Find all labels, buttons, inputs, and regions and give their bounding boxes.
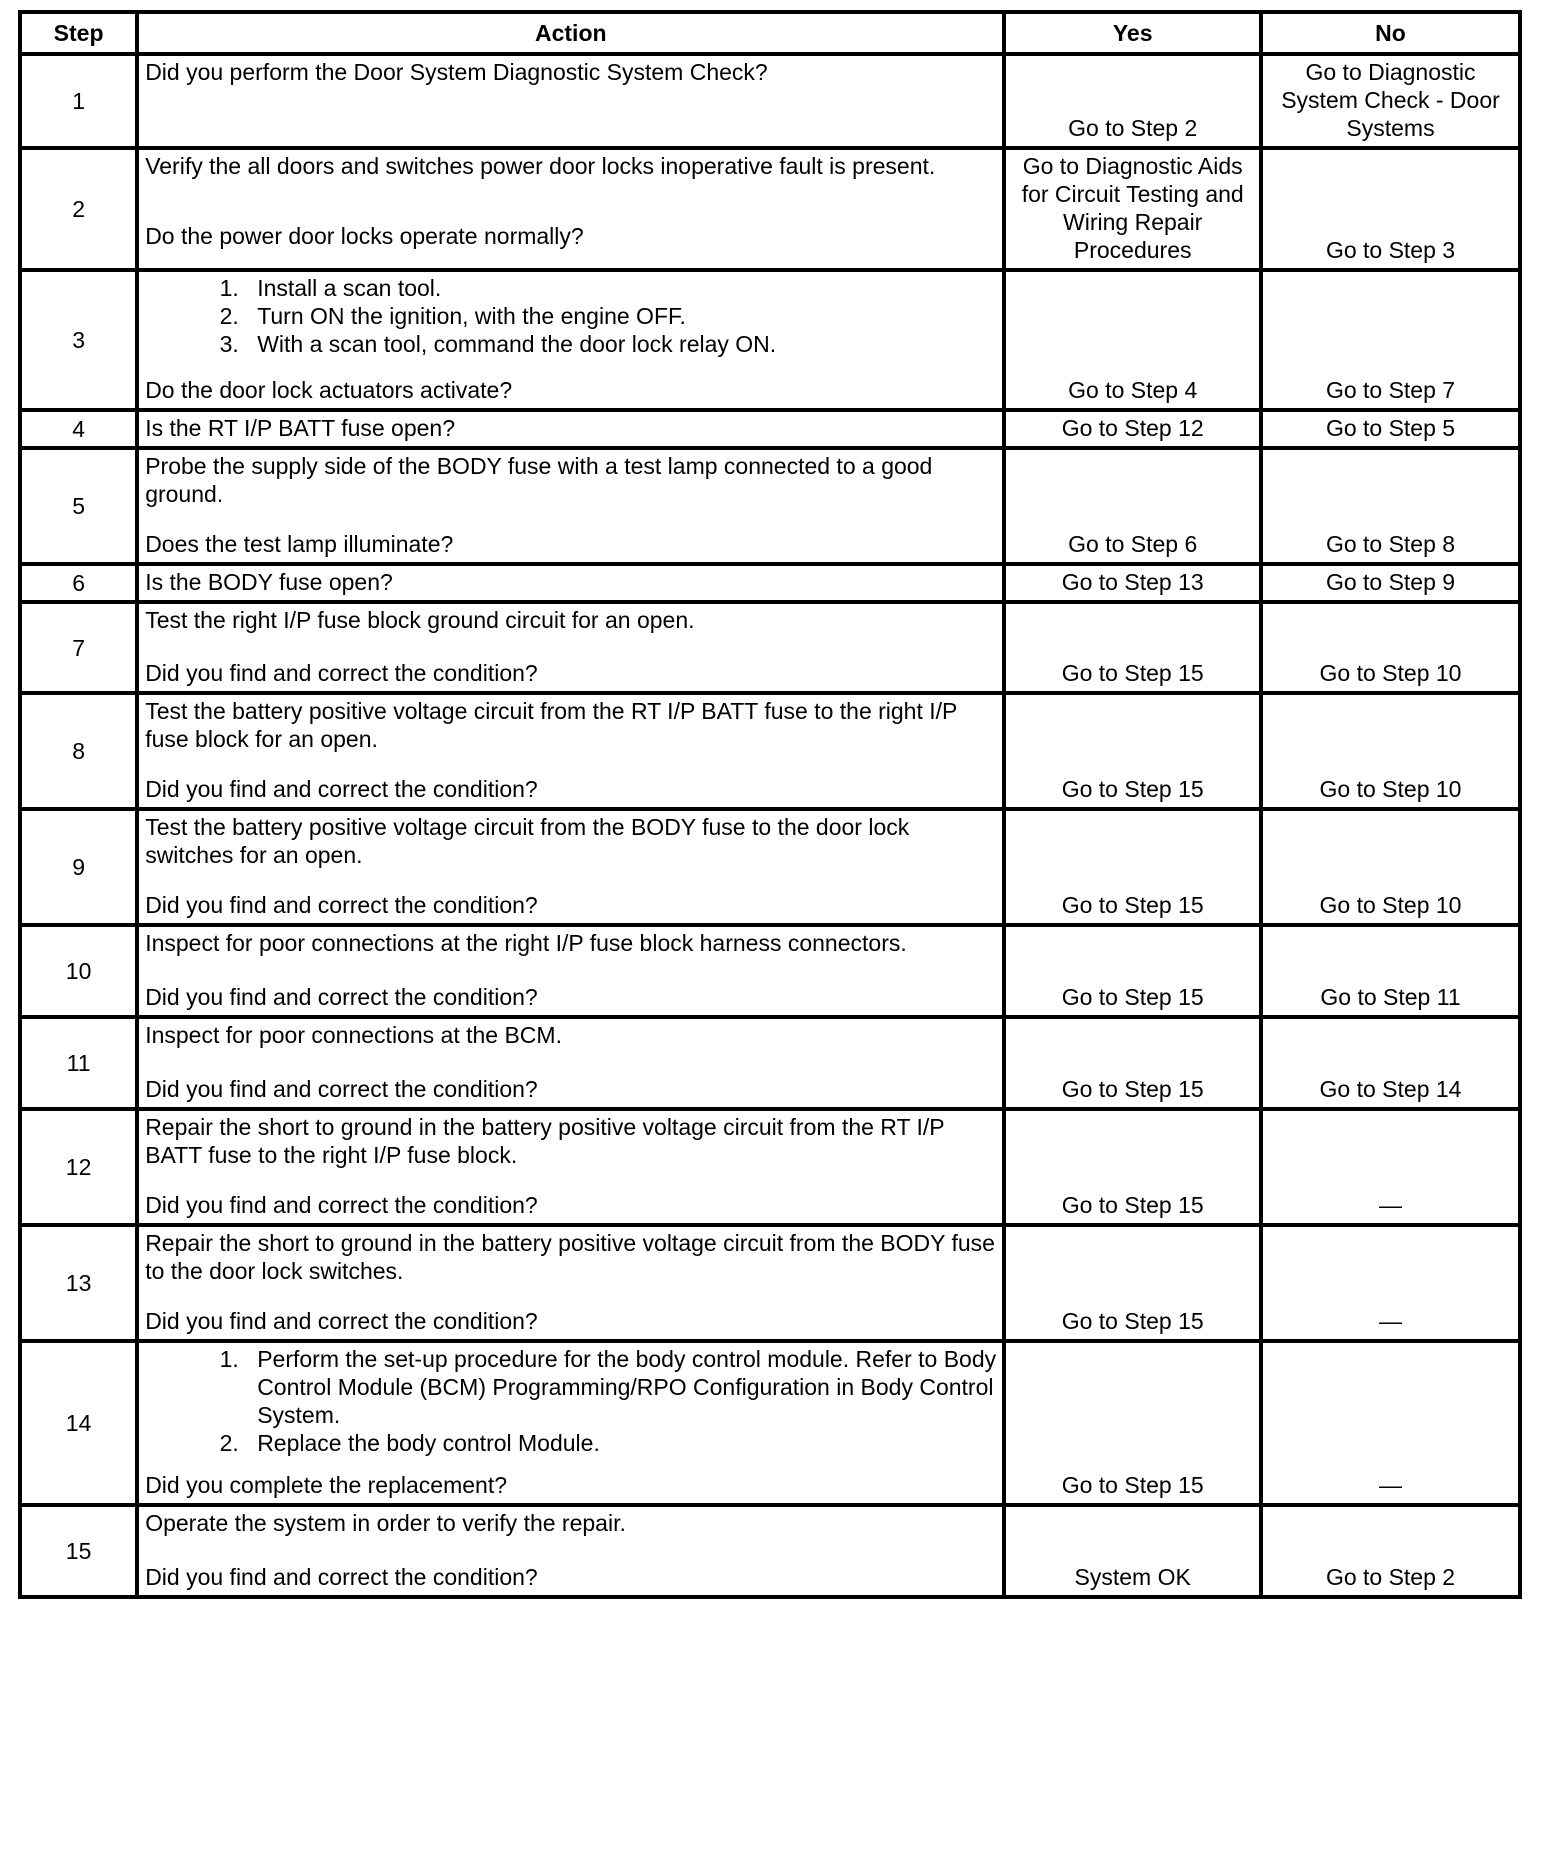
action-question: Did you complete the replacement? (145, 1472, 507, 1498)
action-cell (137, 148, 1004, 270)
no-result: Go to Step 7 (1261, 270, 1520, 410)
header-yes: Yes (1004, 12, 1261, 54)
no-result: Go to Diagnostic System Check - Door Systems (1261, 54, 1520, 148)
action-question: Did you find and correct the condition? (145, 1564, 538, 1590)
table-row (20, 564, 1520, 602)
action-step-item: 2. Replace the body control Module. (245, 1429, 996, 1457)
action-cell (137, 410, 1004, 448)
no-result: — (1261, 1109, 1520, 1225)
action-cell (137, 693, 1004, 809)
step-number: 2 (20, 148, 137, 270)
step-number: 7 (20, 602, 137, 693)
action-cell (137, 1017, 1004, 1109)
action-question: Did you find and correct the condition? (145, 776, 538, 802)
yes-result: Go to Step 15 (1004, 1109, 1261, 1225)
no-result: Go to Step 8 (1261, 448, 1520, 564)
action-steps-list (145, 274, 996, 358)
step-number: 12 (20, 1109, 137, 1225)
table-row (20, 148, 1520, 270)
action-prompt: Did you perform the Door System Diagnostic System Check? (145, 59, 768, 85)
table-row (20, 1505, 1520, 1597)
action-prompt: Is the BODY fuse open? (145, 569, 393, 595)
action-cell (137, 54, 1004, 148)
action-question: Did you find and correct the condition? (145, 1308, 538, 1334)
diagnostic-table (18, 10, 1522, 1599)
header-no: No (1261, 12, 1520, 54)
table-row (20, 1225, 1520, 1341)
table-row (20, 1341, 1520, 1505)
step-number: 13 (20, 1225, 137, 1341)
table-row (20, 1017, 1520, 1109)
action-cell (137, 448, 1004, 564)
table-row (20, 602, 1520, 693)
table-row (20, 54, 1520, 148)
action-question: Does the test lamp illuminate? (145, 531, 454, 557)
no-result: Go to Step 9 (1261, 564, 1520, 602)
action-cell (137, 602, 1004, 693)
action-cell (137, 270, 1004, 410)
table-row (20, 925, 1520, 1017)
action-question: Did you find and correct the condition? (145, 892, 538, 918)
yes-result: Go to Step 6 (1004, 448, 1261, 564)
action-prompt: Operate the system in order to verify the repair. (145, 1510, 626, 1536)
action-prompt: Is the RT I/P BATT fuse open? (145, 415, 456, 441)
yes-result: Go to Step 15 (1004, 1017, 1261, 1109)
action-question: Did you find and correct the condition? (145, 1192, 538, 1218)
step-number: 15 (20, 1505, 137, 1597)
header-action: Action (137, 12, 1004, 54)
table-row (20, 448, 1520, 564)
action-cell (137, 1505, 1004, 1597)
table-row (20, 410, 1520, 448)
action-question: Do the door lock actuators activate? (145, 377, 513, 403)
step-number: 9 (20, 809, 137, 925)
yes-result: Go to Step 15 (1004, 1225, 1261, 1341)
action-step-item: 1. Perform the set-up procedure for the body control module. Refer to Body Control Module (BCM) Programming/RPO Configuration in Body Control System. (245, 1345, 996, 1429)
yes-result: Go to Step 4 (1004, 270, 1261, 410)
action-prompt: Test the right I/P fuse block ground circuit for an open. (145, 607, 695, 633)
action-prompt: Probe the supply side of the BODY fuse with a test lamp connected to a good ground. (145, 453, 933, 507)
yes-result: Go to Step 15 (1004, 809, 1261, 925)
no-result: Go to Step 10 (1261, 693, 1520, 809)
yes-result: Go to Diagnostic Aids for Circuit Testing and Wiring Repair Procedures (1004, 148, 1261, 270)
yes-result: Go to Step 12 (1004, 410, 1261, 448)
no-result: Go to Step 2 (1261, 1505, 1520, 1597)
no-result: Go to Step 10 (1261, 602, 1520, 693)
action-prompt: Verify the all doors and switches power door locks inoperative fault is present. (145, 153, 936, 179)
yes-result: Go to Step 15 (1004, 602, 1261, 693)
no-result: Go to Step 5 (1261, 410, 1520, 448)
no-result: Go to Step 11 (1261, 925, 1520, 1017)
action-cell (137, 1341, 1004, 1505)
header-step: Step (20, 12, 137, 54)
action-prompt: Test the battery positive voltage circuit from the BODY fuse to the door lock switches for an open. (145, 814, 910, 868)
step-number: 1 (20, 54, 137, 148)
no-result: — (1261, 1341, 1520, 1505)
yes-result: Go to Step 15 (1004, 1341, 1261, 1505)
table-row (20, 693, 1520, 809)
no-result: Go to Step 3 (1261, 148, 1520, 270)
action-question: Did you find and correct the condition? (145, 660, 538, 686)
action-prompt: Repair the short to ground in the battery positive voltage circuit from the RT I/P BATT fuse to the right I/P fuse block. (145, 1114, 945, 1168)
yes-result: System OK (1004, 1505, 1261, 1597)
step-number: 11 (20, 1017, 137, 1109)
step-number: 4 (20, 410, 137, 448)
step-number: 5 (20, 448, 137, 564)
step-number: 10 (20, 925, 137, 1017)
action-step-item: 3. With a scan tool, command the door lock relay ON. (245, 330, 996, 358)
action-step-item: 2. Turn ON the ignition, with the engine OFF. (245, 302, 996, 330)
table-row (20, 1109, 1520, 1225)
step-number: 6 (20, 564, 137, 602)
step-number: 3 (20, 270, 137, 410)
action-steps-list (145, 1345, 996, 1457)
action-prompt: Inspect for poor connections at the right I/P fuse block harness connectors. (145, 930, 907, 956)
action-question: Did you find and correct the condition? (145, 984, 538, 1010)
no-result: — (1261, 1225, 1520, 1341)
no-result: Go to Step 14 (1261, 1017, 1520, 1109)
action-question: Do the power door locks operate normally? (145, 223, 584, 249)
action-step-item: 1. Install a scan tool. (245, 274, 996, 302)
action-cell (137, 809, 1004, 925)
action-cell (137, 564, 1004, 602)
no-result: Go to Step 10 (1261, 809, 1520, 925)
header-row (20, 12, 1520, 54)
yes-result: Go to Step 2 (1004, 54, 1261, 148)
table-row (20, 270, 1520, 410)
yes-result: Go to Step 15 (1004, 693, 1261, 809)
action-question: Did you find and correct the condition? (145, 1076, 538, 1102)
action-prompt: Inspect for poor connections at the BCM. (145, 1022, 562, 1048)
action-prompt: Repair the short to ground in the battery positive voltage circuit from the BODY fuse to the door lock switches. (145, 1230, 995, 1284)
step-number: 8 (20, 693, 137, 809)
table-row (20, 809, 1520, 925)
action-cell (137, 1225, 1004, 1341)
action-prompt: Test the battery positive voltage circuit from the RT I/P BATT fuse to the right I/P fuse block for an open. (145, 698, 957, 752)
step-number: 14 (20, 1341, 137, 1505)
action-cell (137, 925, 1004, 1017)
action-cell (137, 1109, 1004, 1225)
yes-result: Go to Step 15 (1004, 925, 1261, 1017)
yes-result: Go to Step 13 (1004, 564, 1261, 602)
